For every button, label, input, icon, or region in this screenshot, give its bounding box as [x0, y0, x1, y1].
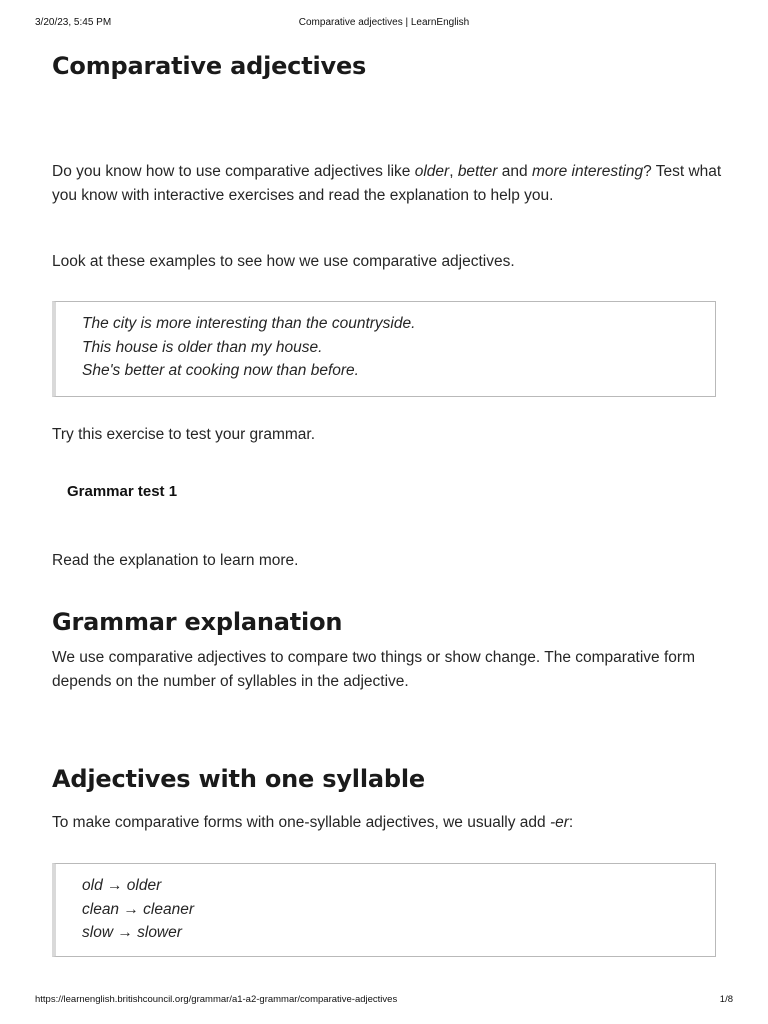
exercise-intro: Try this exercise to test your grammar. [52, 426, 316, 443]
intro-example-more-interesting: more interesting [531, 163, 644, 180]
one-syllable-heading: Adjectives with one syllable [52, 765, 425, 793]
page-number: 1/8 [719, 994, 733, 1005]
intro-example-better: better [457, 163, 498, 180]
one-syllable-text-after: : [568, 814, 574, 831]
one-syllable-examples-box [52, 863, 716, 957]
print-footer [35, 994, 733, 1008]
intro-text-2: and [497, 163, 532, 180]
comparative-example: slow → slower [82, 924, 182, 941]
print-document-title: Comparative adjectives | LearnEnglish [298, 17, 470, 28]
page-title: Comparative adjectives [52, 52, 367, 80]
comparative-example: clean → cleaner [82, 900, 195, 918]
example-sentence: The city is more interesting than the countryside. [82, 315, 416, 332]
intro-separator: , [449, 163, 458, 180]
print-header [35, 17, 733, 31]
intro-text-1: Do you know how to use comparative adjectives like [52, 163, 415, 180]
examples-intro: Look at these examples to see how we use comparative adjectives. [52, 253, 515, 270]
grammar-test-link[interactable]: Grammar test 1 [67, 483, 178, 500]
print-url: https://learnenglish.britishcouncil.org/grammar/a1-a2-grammar/comparative-adjectives [35, 994, 398, 1005]
intro-paragraph [52, 160, 722, 208]
read-more-text: Read the explanation to learn more. [52, 552, 299, 569]
intro-text-3: ? Test what you know with interactive exercises and read the explanation to help you. [52, 163, 722, 204]
example-sentence: She's better at cooking now than before. [82, 362, 359, 379]
comparative-example: old → older [82, 877, 162, 894]
print-date: 3/20/23, 5:45 PM [35, 17, 112, 28]
example-sentence: This house is older than my house. [82, 338, 323, 356]
one-syllable-text-before: To make comparative forms with one-syllable adjectives, we usually add [52, 814, 550, 831]
grammar-explanation-heading: Grammar explanation [52, 608, 343, 636]
suffix-er: -er [549, 814, 569, 831]
grammar-explanation-text: We use comparative adjectives to compare two things or show change. The comparative form depends on the number of syllables in the adjective. [52, 649, 695, 690]
one-syllable-text [52, 811, 722, 835]
intro-example-older: older [414, 163, 450, 180]
examples-box [52, 301, 716, 397]
